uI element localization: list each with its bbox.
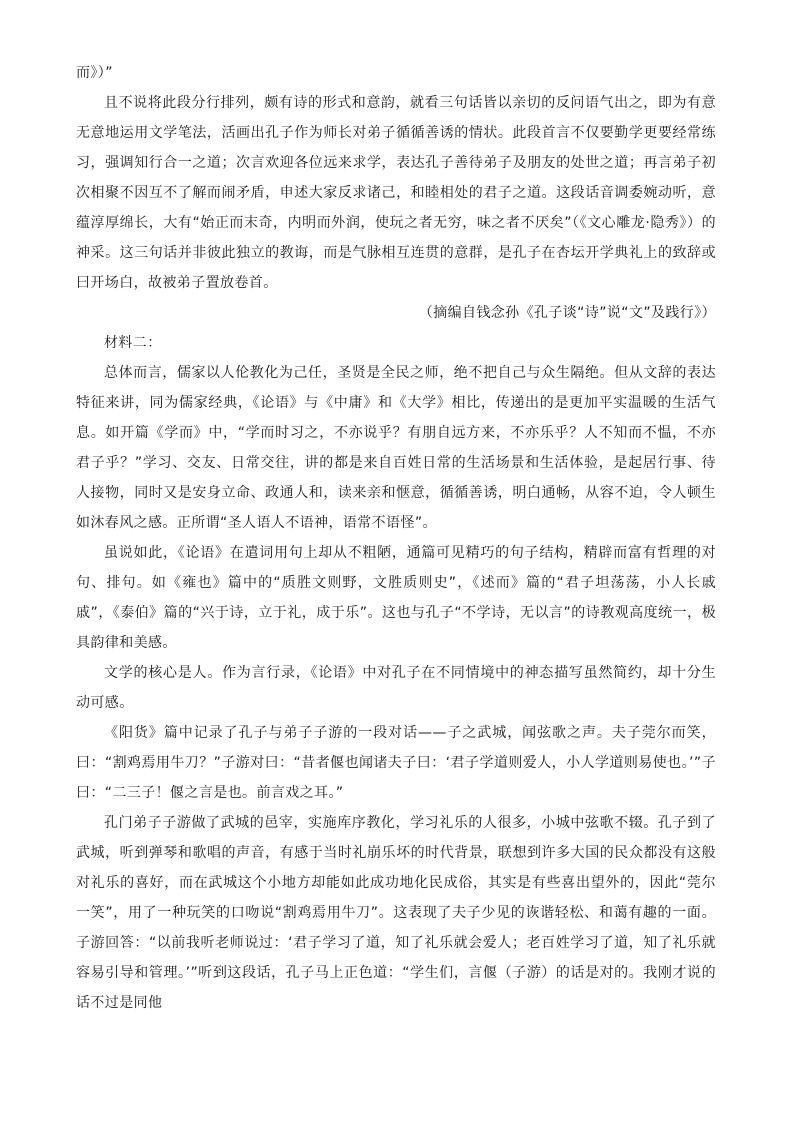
paragraph-core-is-people: 文学的核心是人。作为言行录，《论语》中对孔子在不同情境中的神态描写虽然简约，却十分生动可感。: [76, 665, 716, 711]
paragraph-ziyou-wucheng: 孔门弟子子游做了武城的邑宰，实施库序教化，学习礼乐的人很多，小城中弦歌不辍。孔子到了武城，听到弹琴和歌唱的声音，有感于当时礼崩乐坏的时代背景，联想到许多大国的民众都没有这般对礼乐的喜好，而在武城这个小地方却能如此成功地化民成俗，其实是有些喜出望外的，因此“莞尔一笑”，用了一种玩笑的口吻说“割鸡焉用牛刀”。这表现了夫子少见的诙谐轻松、和蔼有趣的一面。子游回答：“以前我听老师说过：‘君子学习了道，知了礼乐就会爱人；老百姓学习了道，知了礼乐就容易引导和管理。’”听到这段话，孔子马上正色道：“学生们，言偃（子游）的话是对的。我刚才说的话不过是同他: [76, 815, 716, 1011]
section-heading-material-two: 材料二：: [104, 335, 162, 351]
paragraph-fragment-top: 而》）”: [76, 65, 113, 81]
paragraph-yanghuo-dialogue: 《阳货》篇中记录了孔子与弟子子游的一段对话——子之武城，闻弦歌之声。夫子莞尔而笑，曰：“割鸡焉用牛刀？”子游对曰：“昔者偃也闻诸夫子曰：‘君子学道则爱人，小人学道则易使也。’”子曰：“二三子！偃之言是也。前言戏之耳。”: [76, 725, 716, 801]
source-citation: （摘编自钱念孙《孔子谈“诗”说“文”及践行》）: [418, 305, 716, 321]
paragraph-commentary: 且不说将此段分行排列，颇有诗的形式和意韵，就看三句话皆以亲切的反问语气出之，即为有意无意地运用文学笔法，活画出孔子作为师长对弟子循循善诱的情状。此段首言不仅要勤学更要经常练习，强调知行合一之道；次言欢迎各位远来求学，表达孔子善待弟子及朋友的处世之道；再言弟子初次相聚不因互不了解而闹矛盾，申述大家反求诸己，和睦相处的君子之道。这段话音调委婉动听，意蕴淳厚绵长，大有“始正而末奇，内明而外润，使玩之者无穷，味之者不厌矣”（《文心雕龙·隐秀》）的神采。这三句话并非彼此独立的教诲，而是气脉相互连贯的意群，是孔子在杏坛开学典礼上的致辞或曰开场白，故被弟子置放卷首。: [76, 95, 716, 291]
paragraph-rhetoric: 虽说如此，《论语》在遣词用句上却从不粗陋，通篇可见精巧的句子结构，精辟而富有哲理的对句、排句。如《雍也》篇中的“质胜文则野，文胜质则史”，《述而》篇的“君子坦荡荡，小人长戚戚”，《泰伯》篇的“兴于诗，立于礼，成于乐”。这也与孔子“不学诗，无以言”的诗教观高度统一，极具韵律和美感。: [76, 545, 716, 651]
document-body: [76, 58, 716, 1018]
paragraph-overview: 总体而言，儒家以人伦教化为己任，圣贤是全民之师，绝不把自己与众生隔绝。但从文辞的表达特征来讲，同为儒家经典，《论语》与《中庸》和《大学》相比，传递出的是更加平实温暖的生活气息。如开篇《学而》中，“学而时习之，不亦说乎？有朋自远方来，不亦乐乎？人不知而不愠，不亦君子乎？”学习、交友、日常交往，讲的都是来自百姓日常的生活场景和生活体验，是起居行事、待人接物，同时又是安身立命、政通人和，读来亲和惬意，循循善诱，明白通畅，从容不迫，令人顿生如沐春风之感。正所谓“圣人语人不语神，语常不语怪”。: [76, 365, 716, 531]
